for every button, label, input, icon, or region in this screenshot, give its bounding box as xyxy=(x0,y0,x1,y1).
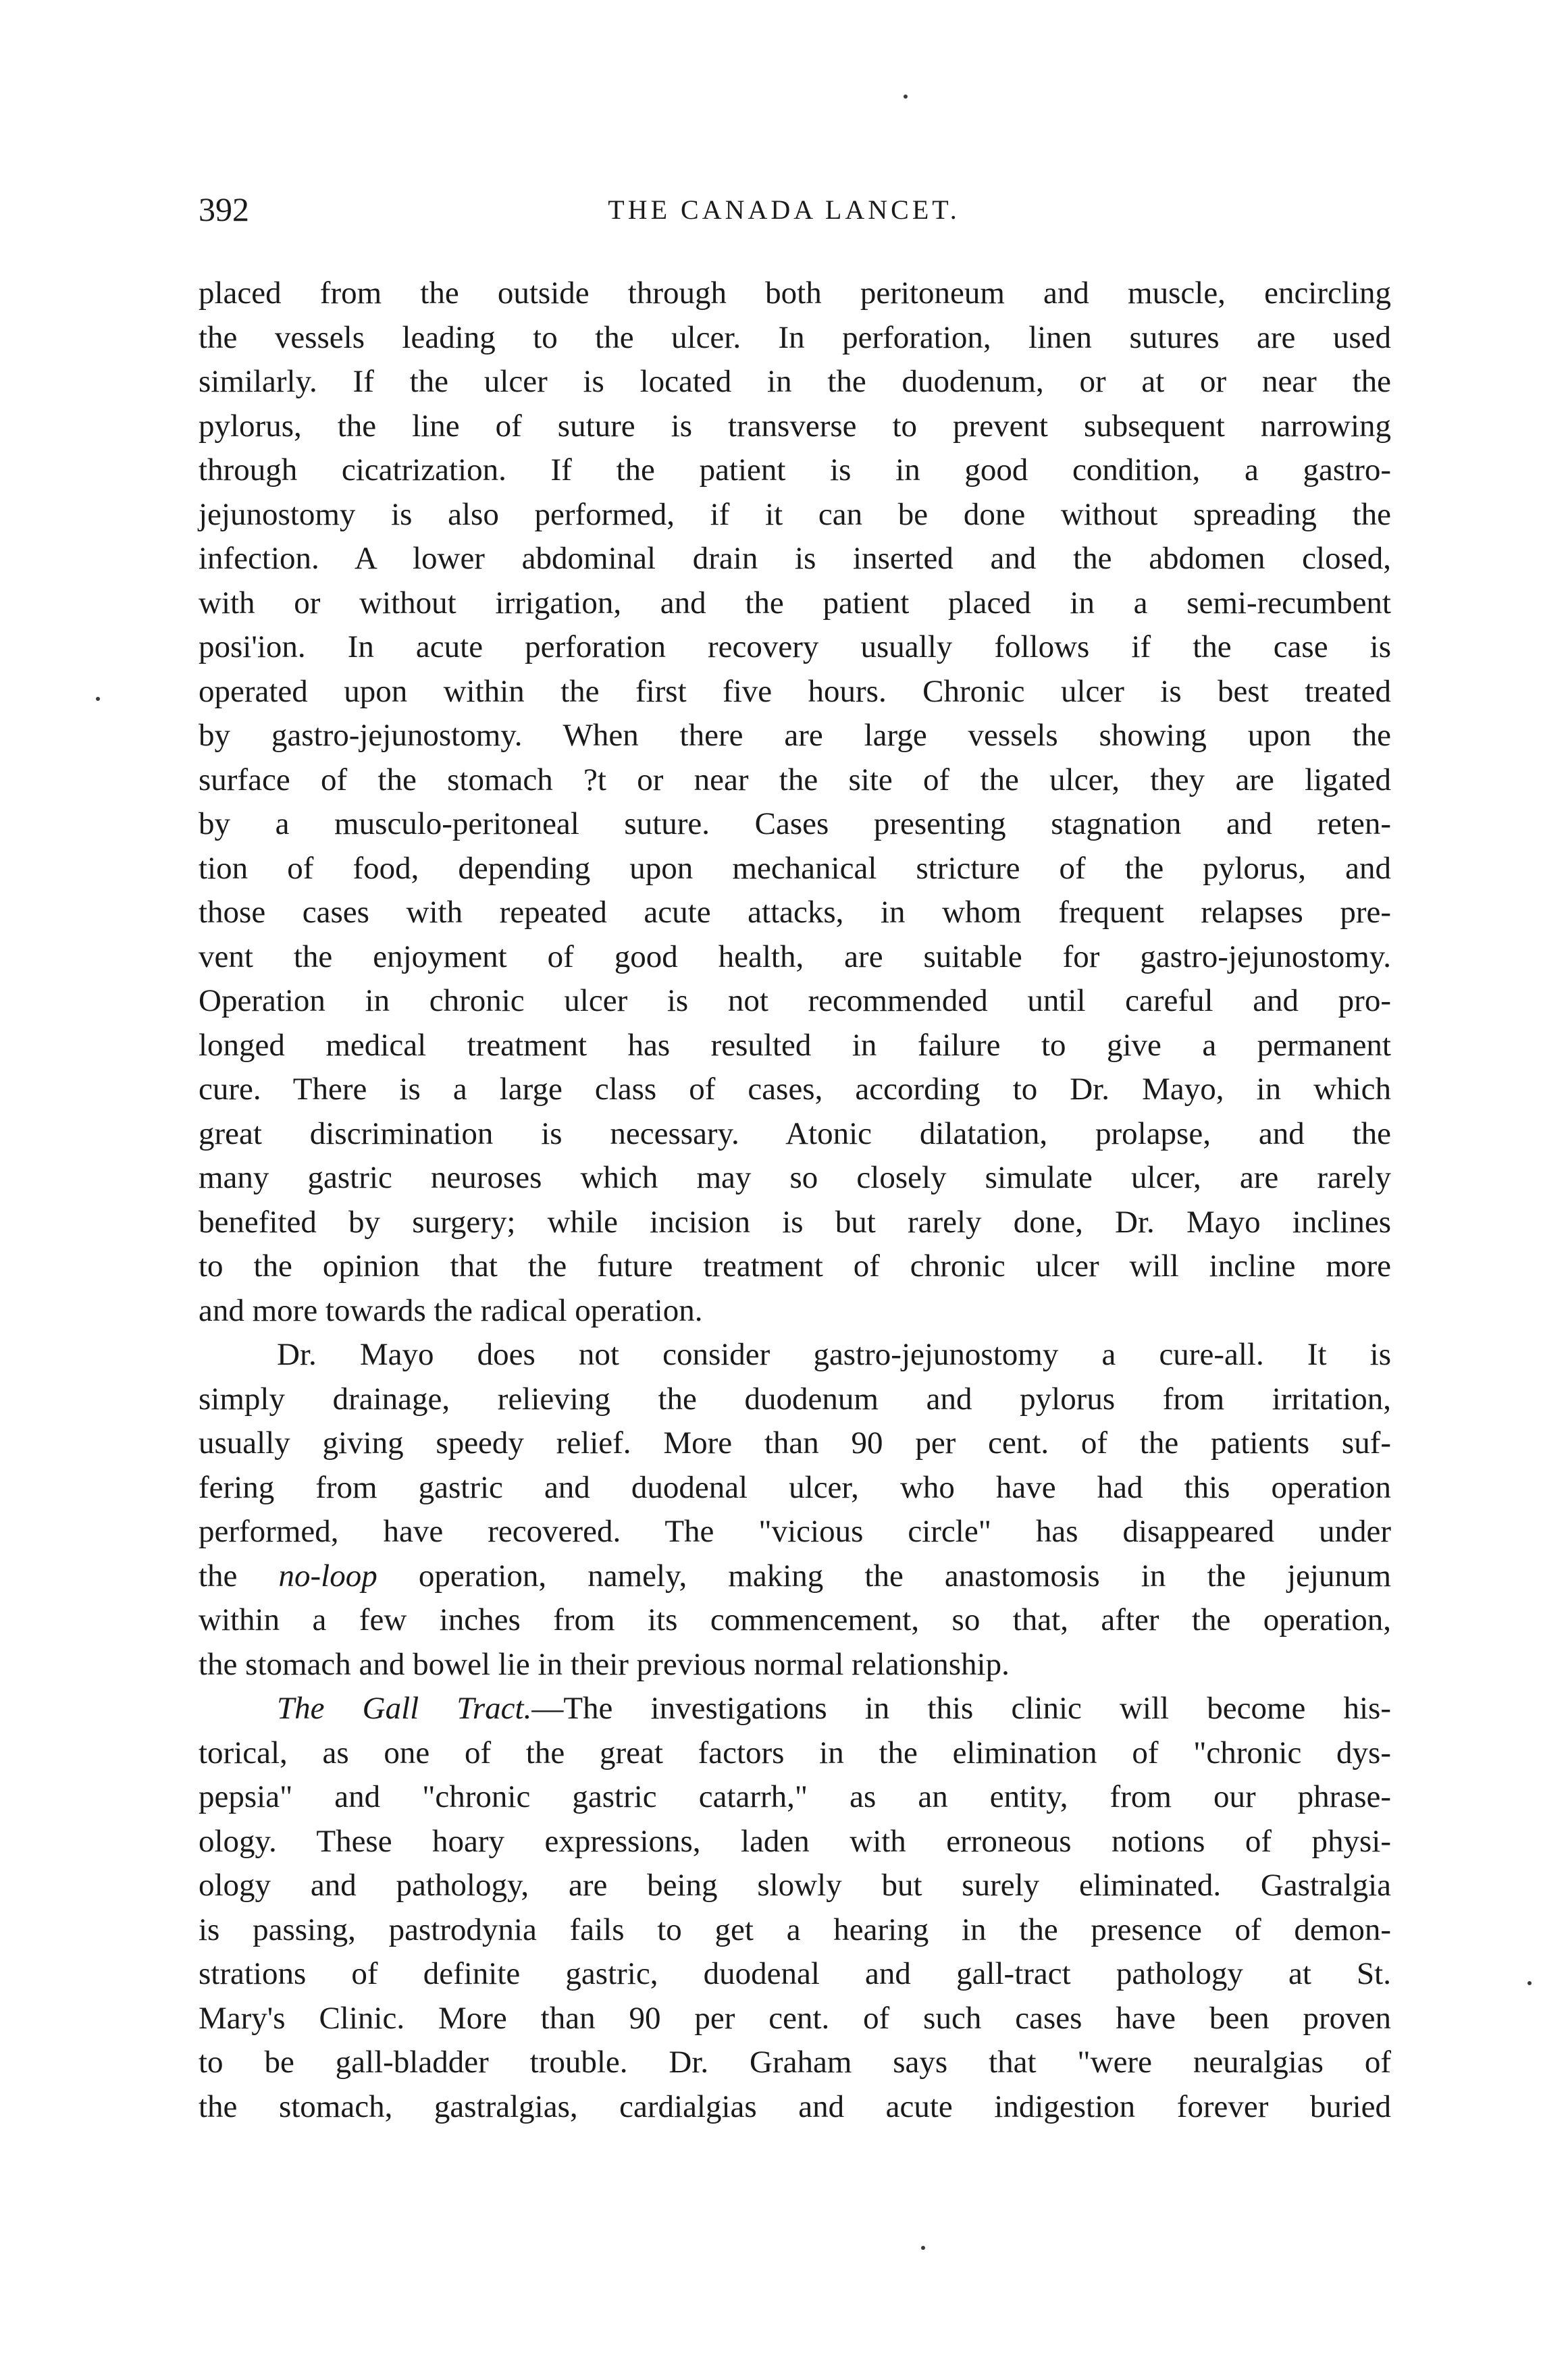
text-line: is passing, pastrodynia fails to get a hearing in the presence of demon- xyxy=(199,1912,1391,1947)
article-body xyxy=(199,271,1391,2129)
text-line: the no-loop operation, namely, making the anastomosis in the jejunum xyxy=(199,1558,1392,1594)
text-line: cure. There is a large class of cases, according to Dr. Mayo, in which xyxy=(199,1072,1391,1107)
text-line: torical, as one of the great factors in the elimination of "chronic dys- xyxy=(199,1735,1391,1770)
text-line: similarly. If the ulcer is located in the duodenum, or at or near the xyxy=(199,364,1391,399)
scan-speck xyxy=(904,95,908,99)
text-line: with or without irrigation, and the patient placed in a semi-recumbent xyxy=(199,585,1391,621)
text-line: Mary's Clinic. More than 90 per cent. of such cases have been proven xyxy=(199,2000,1391,2036)
text-line: operated upon within the first five hours. Chronic ulcer is best treated xyxy=(199,673,1391,709)
scan-speck xyxy=(921,2246,925,2250)
page-number: 392 xyxy=(199,190,249,228)
text-line: benefited by surgery; while incision is but rarely done, Dr. Mayo inclines xyxy=(199,1204,1391,1240)
text-line: pylorus, the line of suture is transverse to prevent subsequent narrowing xyxy=(199,408,1391,444)
text-line: through cicatrization. If the patient is in good condition, a gastro- xyxy=(199,452,1391,488)
text-line: longed medical treatment has resulted in failure to give a permanent xyxy=(199,1027,1391,1063)
text-line: ology and pathology, are being slowly but surely eliminated. Gastralgia xyxy=(199,1868,1391,1903)
scan-speck xyxy=(96,697,100,701)
running-title: THE CANADA LANCET. xyxy=(608,194,960,225)
text-line: usually giving speedy relief. More than 90 per cent. of the patients suf- xyxy=(199,1425,1391,1461)
text-line: within a few inches from its commencement, so that, after the operation, xyxy=(199,1602,1391,1637)
text-line: many gastric neuroses which may so closely simulate ulcer, are rarely xyxy=(199,1160,1391,1195)
text-line: strations of definite gastric, duodenal and gall-tract pathology at St. xyxy=(199,1956,1391,1991)
italic-phrase: no-loop xyxy=(278,1558,377,1594)
text-line: infection. A lower abdominal drain is inserted and the abdomen closed, xyxy=(199,541,1391,576)
text-line: those cases with repeated acute attacks, in whom frequent relapses pre- xyxy=(199,895,1391,930)
scan-speck xyxy=(1527,1981,1532,1985)
text-line-paragraph-end: the stomach and bowel lie in their previous normal relationship. xyxy=(199,1646,1010,1682)
text-line: by a musculo-peritoneal suture. Cases presenting stagnation and reten- xyxy=(199,806,1391,841)
text-line: performed, have recovered. The "vicious circle" has disappeared under xyxy=(199,1514,1391,1549)
text-line: fering from gastric and duodenal ulcer, who have had this operation xyxy=(199,1469,1391,1505)
text-line-paragraph-start: Dr. Mayo does not consider gastro-jejunostomy a cure-all. It is xyxy=(277,1337,1391,1372)
text-line: vent the enjoyment of good health, are suitable for gastro-jejunostomy. xyxy=(199,939,1391,974)
text-line: the stomach, gastralgias, cardialgias and acute indigestion forever buried xyxy=(199,2089,1391,2124)
text-line-paragraph-start: The Gall Tract.—The investigations in this clinic will become his- xyxy=(277,1691,1391,1726)
text-line: simply drainage, relieving the duodenum and pylorus from irritation, xyxy=(199,1381,1391,1417)
text-line: jejunostomy is also performed, if it can be done without spreading the xyxy=(199,496,1391,532)
text-line: posi'ion. In acute perforation recovery usually follows if the case is xyxy=(199,629,1391,664)
text-line: the vessels leading to the ulcer. In perforation, linen sutures are used xyxy=(199,319,1391,355)
text-line: by gastro-jejunostomy. When there are large vessels showing upon the xyxy=(199,718,1391,753)
text-line: tion of food, depending upon mechanical stricture of the pylorus, and xyxy=(199,850,1391,886)
text-line: to be gall-bladder trouble. Dr. Graham says that "were neuralgias of xyxy=(199,2045,1391,2080)
text-line: Operation in chronic ulcer is not recommended until careful and pro- xyxy=(199,983,1391,1018)
text-line-paragraph-end: and more towards the radical operation. xyxy=(199,1292,703,1328)
text-line: great discrimination is necessary. Atonic dilatation, prolapse, and the xyxy=(199,1115,1391,1151)
text-line: ology. These hoary expressions, laden with erroneous notions of physi- xyxy=(199,1823,1391,1859)
text-line: placed from the outside through both peritoneum and muscle, encircling xyxy=(199,275,1391,311)
italic-phrase: The Gall Tract. xyxy=(277,1691,532,1726)
text-line: to the opinion that the future treatment of chronic ulcer will incline more xyxy=(199,1249,1391,1284)
text-line: surface of the stomach ?t or near the site of the ulcer, they are ligated xyxy=(199,762,1391,797)
text-line: pepsia" and "chronic gastric catarrh," as an entity, from our phrase- xyxy=(199,1779,1391,1814)
